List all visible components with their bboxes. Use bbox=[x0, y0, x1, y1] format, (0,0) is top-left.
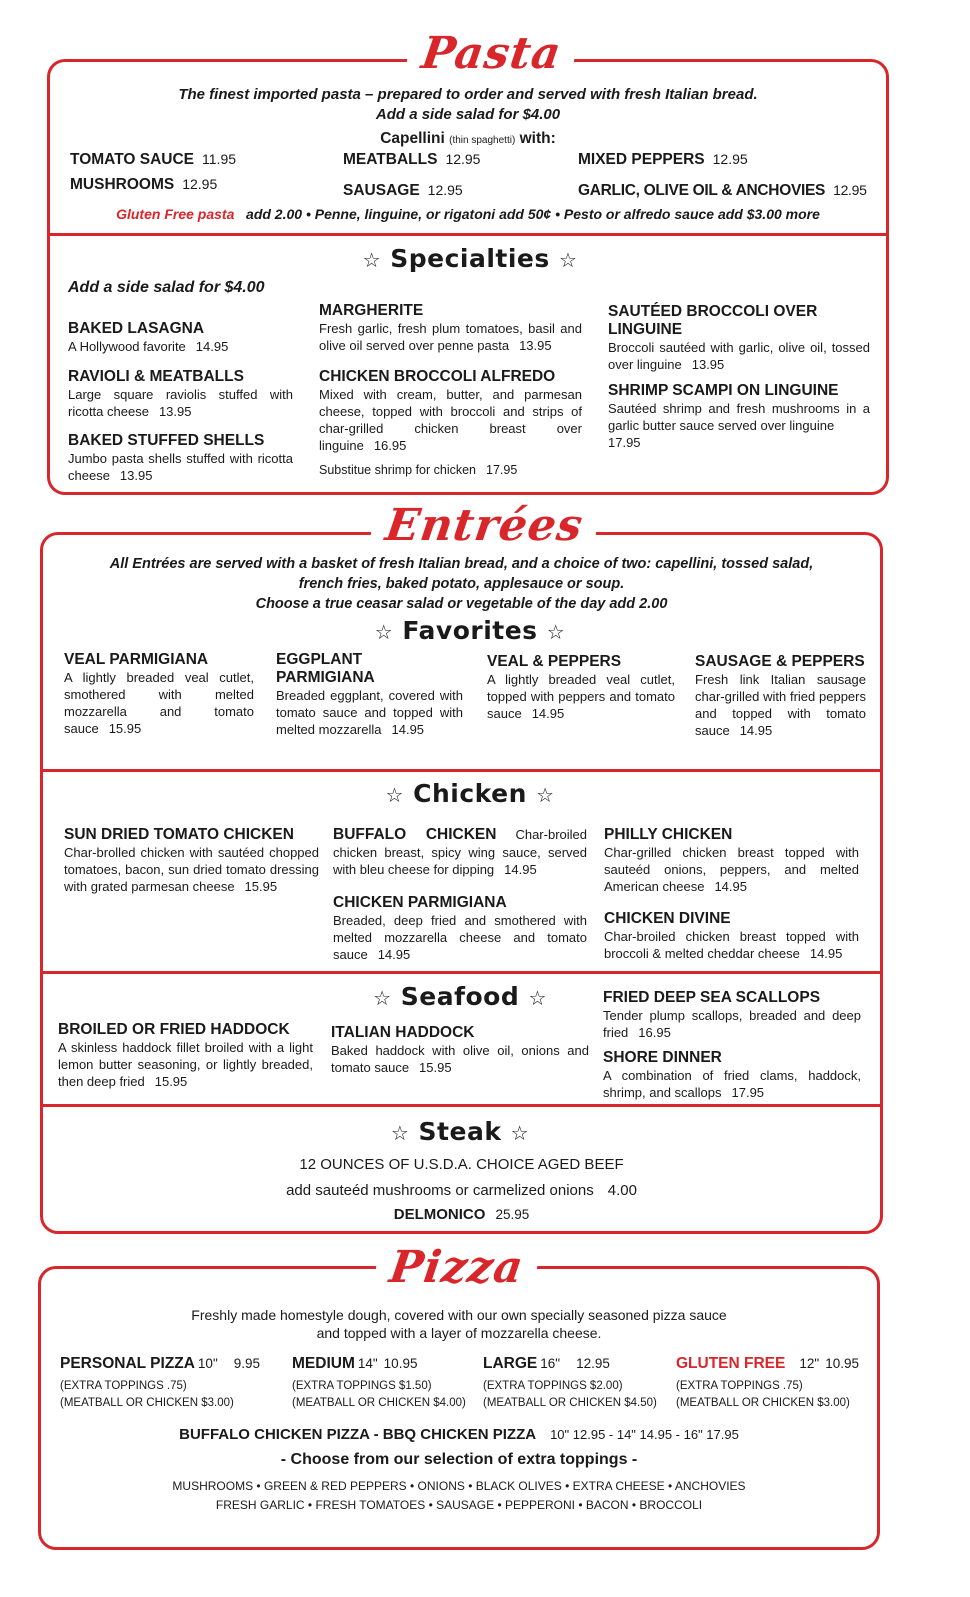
pasta-item: MUSHROOMS 12.95 bbox=[70, 176, 218, 193]
specialties-side-salad: Add a side salad for $4.00 bbox=[68, 279, 265, 296]
menu-item: CHICKEN DIVINE Char-broiled chicken breast topped with broccoli & melted cheddar cheese 14.95 bbox=[604, 910, 859, 961]
menu-item: MARGHERITE Fresh garlic, fresh plum tomatoes, basil and olive oil served over penne pasta 13.95 bbox=[319, 302, 582, 353]
pasta-item: MEATBALLS 12.95 bbox=[343, 151, 481, 168]
toppings-line-1: MUSHROOMS • GREEN & RED PEPPERS • ONIONS • BLACK OLIVES • EXTRA CHEESE • ANCHOVIES bbox=[172, 1479, 746, 1493]
menu-item: CHICKEN PARMIGIANA Breaded, deep fried and smothered with melted mozzarella cheese and tomato sauce 14.95 bbox=[333, 894, 587, 962]
star-icon: ☆ bbox=[374, 620, 394, 644]
menu-item: BROILED OR FRIED HADDOCK A skinless haddock fillet broiled with a light lemon butter seasoning, or lightly breaded, then deep fried 15.95 bbox=[58, 1021, 313, 1089]
capellini-note: (thin spaghetti) bbox=[449, 135, 516, 146]
section-divider bbox=[47, 233, 889, 236]
menu-item: CHICKEN BROCCOLI ALFREDO Mixed with cream, butter, and parmesan cheese, topped with broccoli and strips of char-grilled chicken breast over linguine 16.95 bbox=[319, 368, 582, 453]
star-icon: ☆ bbox=[510, 1121, 530, 1145]
steak-item: DELMONICO 25.95 bbox=[393, 1206, 530, 1223]
menu-item: SHORE DINNER A combination of fried clams, haddock, shrimp, and scallops 17.95 bbox=[603, 1049, 861, 1100]
substitute-note: Substitue shrimp for chicken 17.95 bbox=[319, 463, 518, 477]
section-divider bbox=[40, 971, 883, 974]
toppings-header: - Choose from our selection of extra toppings - bbox=[280, 1451, 638, 1468]
menu-item: FRIED DEEP SEA SCALLOPS Tender plump scallops, breaded and deep fried 16.95 bbox=[603, 989, 861, 1040]
capellini-label: Capellini bbox=[380, 130, 445, 147]
pizza-size-personal: PERSONAL PIZZA 10" 9.95 (EXTRA TOPPINGS .75) (MEATBALL OR CHICKEN $3.00) bbox=[60, 1355, 261, 1409]
chicken-heading: ☆ Chicken ☆ bbox=[385, 779, 555, 808]
pasta-options-text: add 2.00 • Penne, linguine, or rigatoni add 50¢ • Pesto or alfredo sauce add $3.00 more bbox=[246, 206, 820, 222]
steak-line-2: add sauteéd mushrooms or carmelized onions 4.00 bbox=[286, 1182, 637, 1199]
pizza-size-gluten-free: GLUTEN FREE 12" 10.95 (EXTRA TOPPINGS .75) (MEATBALL OR CHICKEN $3.00) bbox=[676, 1355, 859, 1409]
toppings-line-2: FRESH GARLIC • FRESH TOMATOES • SAUSAGE • PEPPERONI • BACON • BROCCOLI bbox=[215, 1498, 703, 1512]
pasta-title: Pasta bbox=[404, 26, 579, 82]
star-icon: ☆ bbox=[373, 986, 392, 1010]
entrees-title: Entrées bbox=[368, 498, 601, 554]
pasta-intro-1: The finest imported pasta – prepared to order and served with fresh Italian bread. bbox=[178, 86, 758, 103]
menu-item: PHILLY CHICKEN Char-grilled chicken breast topped with sauteéd onions, peppers, and melted American cheese 14.95 bbox=[604, 826, 859, 894]
menu-item: SUN DRIED TOMATO CHICKEN Char-brolled chicken with sautéed chopped tomatoes, bacon, sun dried tomato dressing with grated parmesan cheese 15.95 bbox=[64, 826, 319, 894]
capellini-heading bbox=[47, 130, 889, 148]
menu-item: ITALIAN HADDOCK Baked haddock with olive oil, onions and tomato sauce 15.95 bbox=[331, 1024, 589, 1075]
specialties-heading: ☆ Specialties ☆ bbox=[362, 244, 578, 273]
star-icon: ☆ bbox=[390, 1121, 410, 1145]
star-icon: ☆ bbox=[536, 783, 555, 807]
menu-item: SAUTÉED BROCCOLI OVER LINGUINE Broccoli sautéed with garlic, olive oil, tossed over linguine 13.95 bbox=[608, 303, 870, 372]
pasta-item: MIXED PEPPERS 12.95 bbox=[578, 151, 748, 168]
star-icon: ☆ bbox=[362, 248, 381, 272]
seafood-heading: ☆ Seafood ☆ bbox=[373, 982, 547, 1011]
star-icon: ☆ bbox=[546, 620, 566, 644]
favorites-heading: ☆ Favorites ☆ bbox=[374, 616, 566, 645]
menu-item: VEAL & PEPPERS A lightly breaded veal cutlet, topped with peppers and tomato sauce 14.95 bbox=[487, 653, 675, 721]
pasta-item: GARLIC, OLIVE OIL & ANCHOVIES 12.95 bbox=[578, 182, 867, 199]
gluten-free-label: Gluten Free pasta bbox=[116, 206, 235, 222]
pasta-intro-2: Add a side salad for $4.00 bbox=[375, 106, 561, 123]
pizza-title: Pizza bbox=[372, 1240, 541, 1296]
steak-heading: ☆ Steak ☆ bbox=[390, 1117, 530, 1146]
menu-item: RAVIOLI & MEATBALLS Large square raviolis stuffed with ricotta cheese 13.95 bbox=[68, 368, 293, 419]
pasta-item: TOMATO SAUCE 11.95 bbox=[70, 151, 237, 168]
entrees-intro-2: french fries, baked potato, applesauce or soup. bbox=[298, 576, 625, 592]
star-icon: ☆ bbox=[558, 248, 578, 272]
pizza-intro-2: and topped with a layer of mozzarella cheese. bbox=[316, 1325, 602, 1341]
specialty-pizzas: BUFFALO CHICKEN PIZZA - BBQ CHICKEN PIZZA 10" 12.95 - 14" 14.95 - 16" 17.95 bbox=[179, 1426, 739, 1443]
pasta-item: SAUSAGE 12.95 bbox=[343, 182, 463, 199]
section-divider bbox=[40, 769, 883, 772]
capellini-with: with: bbox=[519, 130, 556, 147]
entrees-intro-1: All Entrées are served with a basket of fresh Italian bread, and a choice of two: capellini, tossed salad, bbox=[109, 556, 814, 572]
menu-item: EGGPLANT PARMIGIANA Breaded eggplant, covered with tomato sauce and topped with melted mozzarella 14.95 bbox=[276, 651, 463, 737]
menu-item: SHRIMP SCAMPI ON LINGUINE Sautéed shrimp and fresh mushrooms in a garlic butter sauce served over linguine 17.95 bbox=[608, 382, 870, 450]
entrees-intro-3: Choose a true ceasar salad or vegetable of the day add 2.00 bbox=[255, 596, 668, 612]
section-divider bbox=[40, 1104, 883, 1107]
pizza-size-medium: MEDIUM 14" 10.95 (EXTRA TOPPINGS $1.50) (MEATBALL OR CHICKEN $4.00) bbox=[292, 1355, 466, 1409]
pizza-intro-1: Freshly made homestyle dough, covered with our own specially seasoned pizza sauce bbox=[191, 1307, 727, 1323]
pasta-options bbox=[47, 206, 889, 222]
menu-item: BUFFALO CHICKEN Char-broiled chicken breast, spicy wing sauce, served with bleu cheese for dipping 14.95 bbox=[333, 826, 587, 877]
steak-line-1: 12 OUNCES OF U.S.D.A. CHOICE AGED BEEF bbox=[299, 1156, 624, 1173]
menu-item: BAKED STUFFED SHELLS Jumbo pasta shells stuffed with ricotta cheese 13.95 bbox=[68, 432, 293, 483]
menu-item: BAKED LASAGNA A Hollywood favorite 14.95 bbox=[68, 320, 229, 354]
star-icon: ☆ bbox=[528, 986, 547, 1010]
menu-item: VEAL PARMIGIANA A lightly breaded veal cutlet, smothered with melted mozzarella and tomato sauce 15.95 bbox=[64, 651, 254, 736]
menu-item: SAUSAGE & PEPPERS Fresh link Italian sausage char-grilled with fried peppers and topped with tomato sauce 14.95 bbox=[695, 653, 866, 738]
star-icon: ☆ bbox=[385, 783, 404, 807]
pizza-size-large: LARGE 16" 12.95 (EXTRA TOPPINGS $2.00) (MEATBALL OR CHICKEN $4.50) bbox=[483, 1355, 657, 1409]
